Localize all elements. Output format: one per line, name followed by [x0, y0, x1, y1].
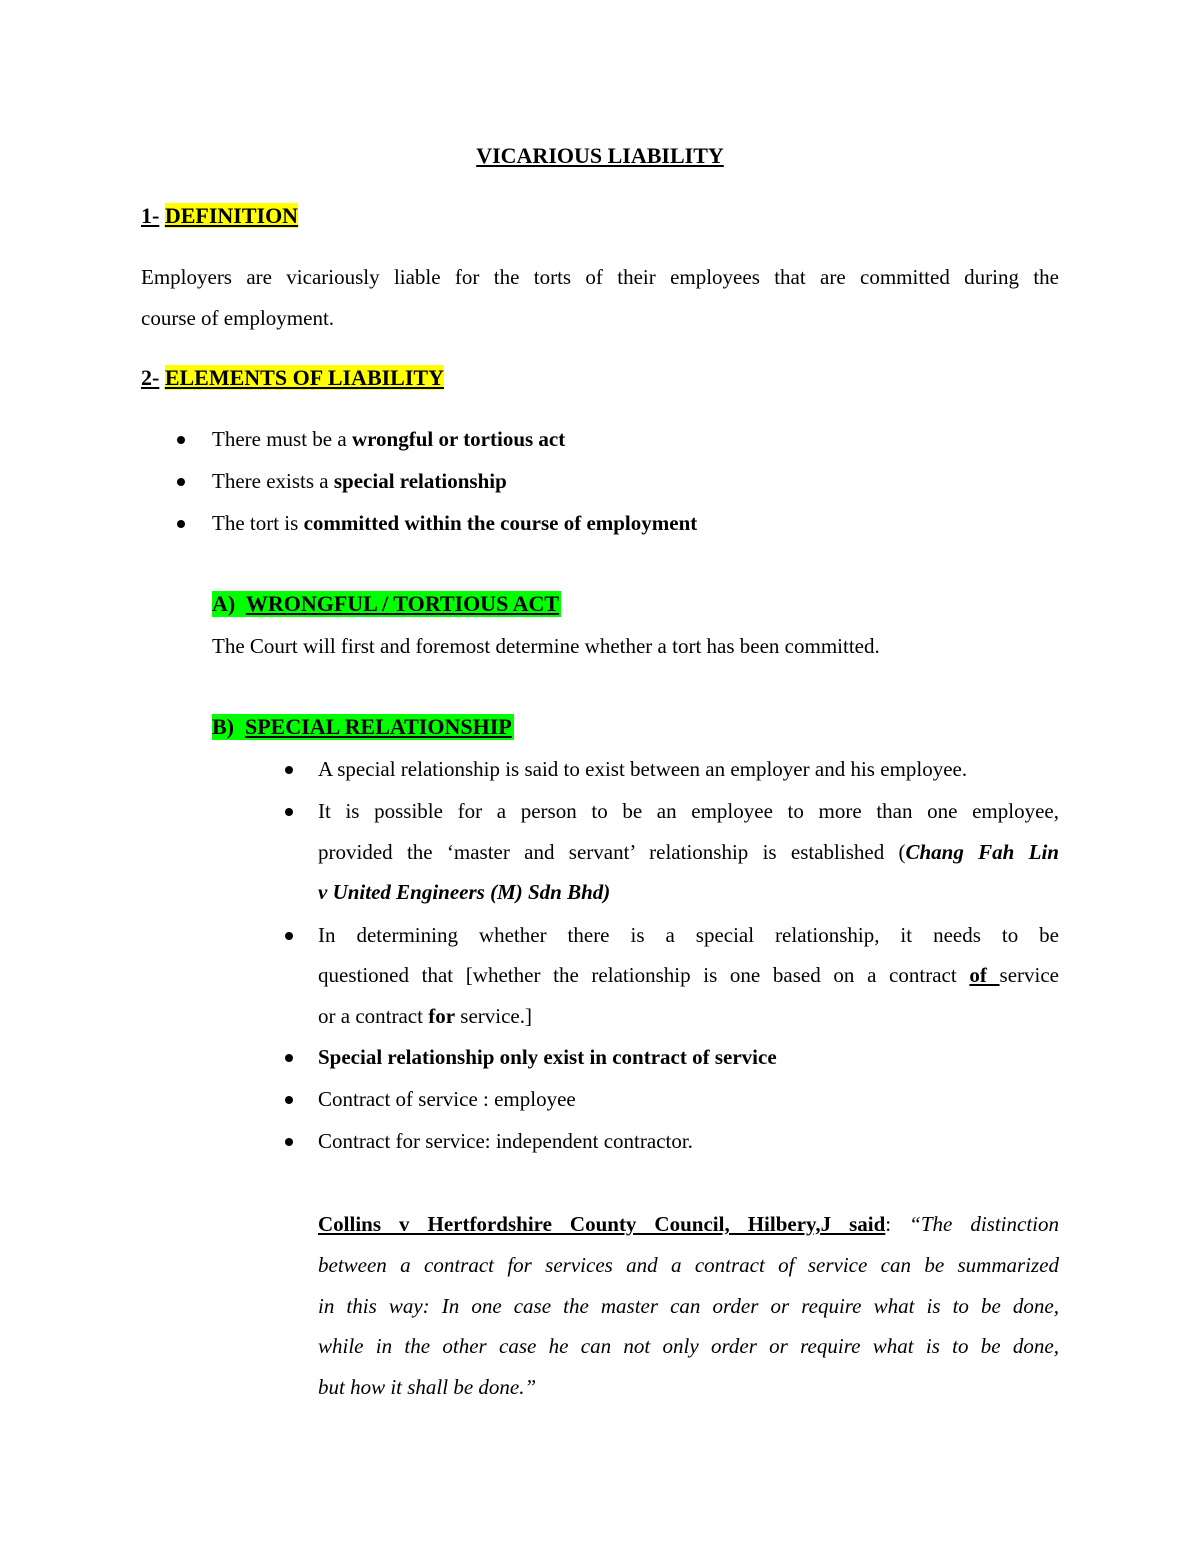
relationship-item-4: Special relationship only exist in contract of service — [318, 1045, 777, 1069]
element-item-1-text: There must be a — [212, 427, 352, 451]
bullet-icon — [285, 1138, 293, 1146]
element-item-1-bold: wrongful or tortious act — [351, 427, 566, 451]
relationship-item-2-text: provided the ‘master and servant’ relationship is established ( — [318, 840, 906, 864]
element-item-2-bold: special relationship — [333, 469, 507, 493]
element-item-3-text: The tort is — [212, 511, 304, 535]
subsection-b-title: SPECIAL RELATIONSHIP — [245, 714, 512, 739]
relationship-item-3-line-2 — [318, 963, 1059, 988]
subsection-a-text: The Court will first and foremost determine whether a tort has been committed. — [212, 634, 880, 658]
relationship-item-3-text-b: service.] — [455, 1004, 532, 1028]
relationship-item-6: Contract for service: independent contractor. — [318, 1129, 693, 1153]
bullet-icon — [285, 808, 293, 816]
section-1-number: 1- — [141, 203, 160, 228]
quote-text-start: “The distinction — [909, 1212, 1059, 1236]
quote-line-5: but how it shall be done.” — [318, 1375, 537, 1399]
relationship-item-2-line-2 — [318, 840, 1059, 865]
emphasis-of: of — [969, 963, 1000, 987]
relationship-item-3-line-3 — [318, 1004, 532, 1029]
element-item-3 — [212, 511, 697, 536]
section-1-title: DEFINITION — [164, 203, 299, 228]
relationship-item-3-line-1: In determining whether there is a special relationship, it needs to be — [318, 923, 1059, 947]
quote-line-3: in this way: In one case the master can order or require what is to be done, — [318, 1294, 1059, 1318]
relationship-item-5: Contract of service : employee — [318, 1087, 576, 1111]
bullet-icon — [177, 436, 185, 444]
section-2-heading — [141, 365, 444, 391]
relationship-item-3-text: questioned that [whether the relationship is one based on a contract — [318, 963, 970, 987]
element-item-2-text: There exists a — [212, 469, 334, 493]
relationship-item-3-text-a: or a contract — [318, 1004, 429, 1028]
subsection-b-heading — [212, 714, 514, 740]
section-1-heading — [141, 203, 298, 229]
subsection-b-label: B) — [212, 714, 234, 739]
relationship-item-2-line-1: It is possible for a person to be an employee to more than one employee, — [318, 799, 1059, 823]
quote-case-name: Collins v Hertfordshire County Council, Hilbery,J said — [318, 1212, 886, 1236]
subsection-a-title: WRONGFUL / TORTIOUS ACT — [245, 591, 560, 616]
relationship-item-3-end: service — [999, 963, 1059, 987]
bullet-icon — [285, 1096, 293, 1104]
bullet-icon — [285, 1054, 293, 1062]
bullet-icon — [285, 932, 293, 940]
subsection-a-label: A) — [212, 591, 236, 616]
element-item-2 — [212, 469, 507, 494]
element-item-1 — [212, 427, 565, 452]
relationship-item-1: A special relationship is said to exist between an employer and his employee. — [318, 757, 968, 781]
bullet-icon — [177, 478, 185, 486]
definition-line-1: Employers are vicariously liable for the torts of their employees that are committed during the — [141, 265, 1059, 289]
bullet-icon — [285, 766, 293, 774]
subsection-a-heading — [212, 591, 561, 617]
quote-line-2: between a contract for services and a contract of service can be summarized — [318, 1253, 1059, 1277]
quote-colon: : — [885, 1212, 910, 1236]
section-2-number: 2- — [141, 365, 160, 390]
section-2-title: ELEMENTS OF LIABILITY — [164, 365, 444, 390]
case-citation: Chang Fah Lin — [905, 840, 1059, 864]
definition-line-2: course of employment. — [141, 306, 335, 330]
relationship-item-2-line-3 — [318, 880, 610, 905]
bullet-icon — [177, 520, 185, 528]
quote-line-4: while in the other case he can not only order or require what is to be done, — [318, 1334, 1059, 1358]
document-title: VICARIOUS LIABILITY — [476, 143, 724, 168]
emphasis-for: for — [428, 1004, 456, 1028]
element-item-3-bold: committed within the course of employment — [303, 511, 698, 535]
case-citation: v United Engineers (M) Sdn Bhd) — [318, 880, 611, 904]
quote-line-1 — [318, 1212, 1059, 1237]
